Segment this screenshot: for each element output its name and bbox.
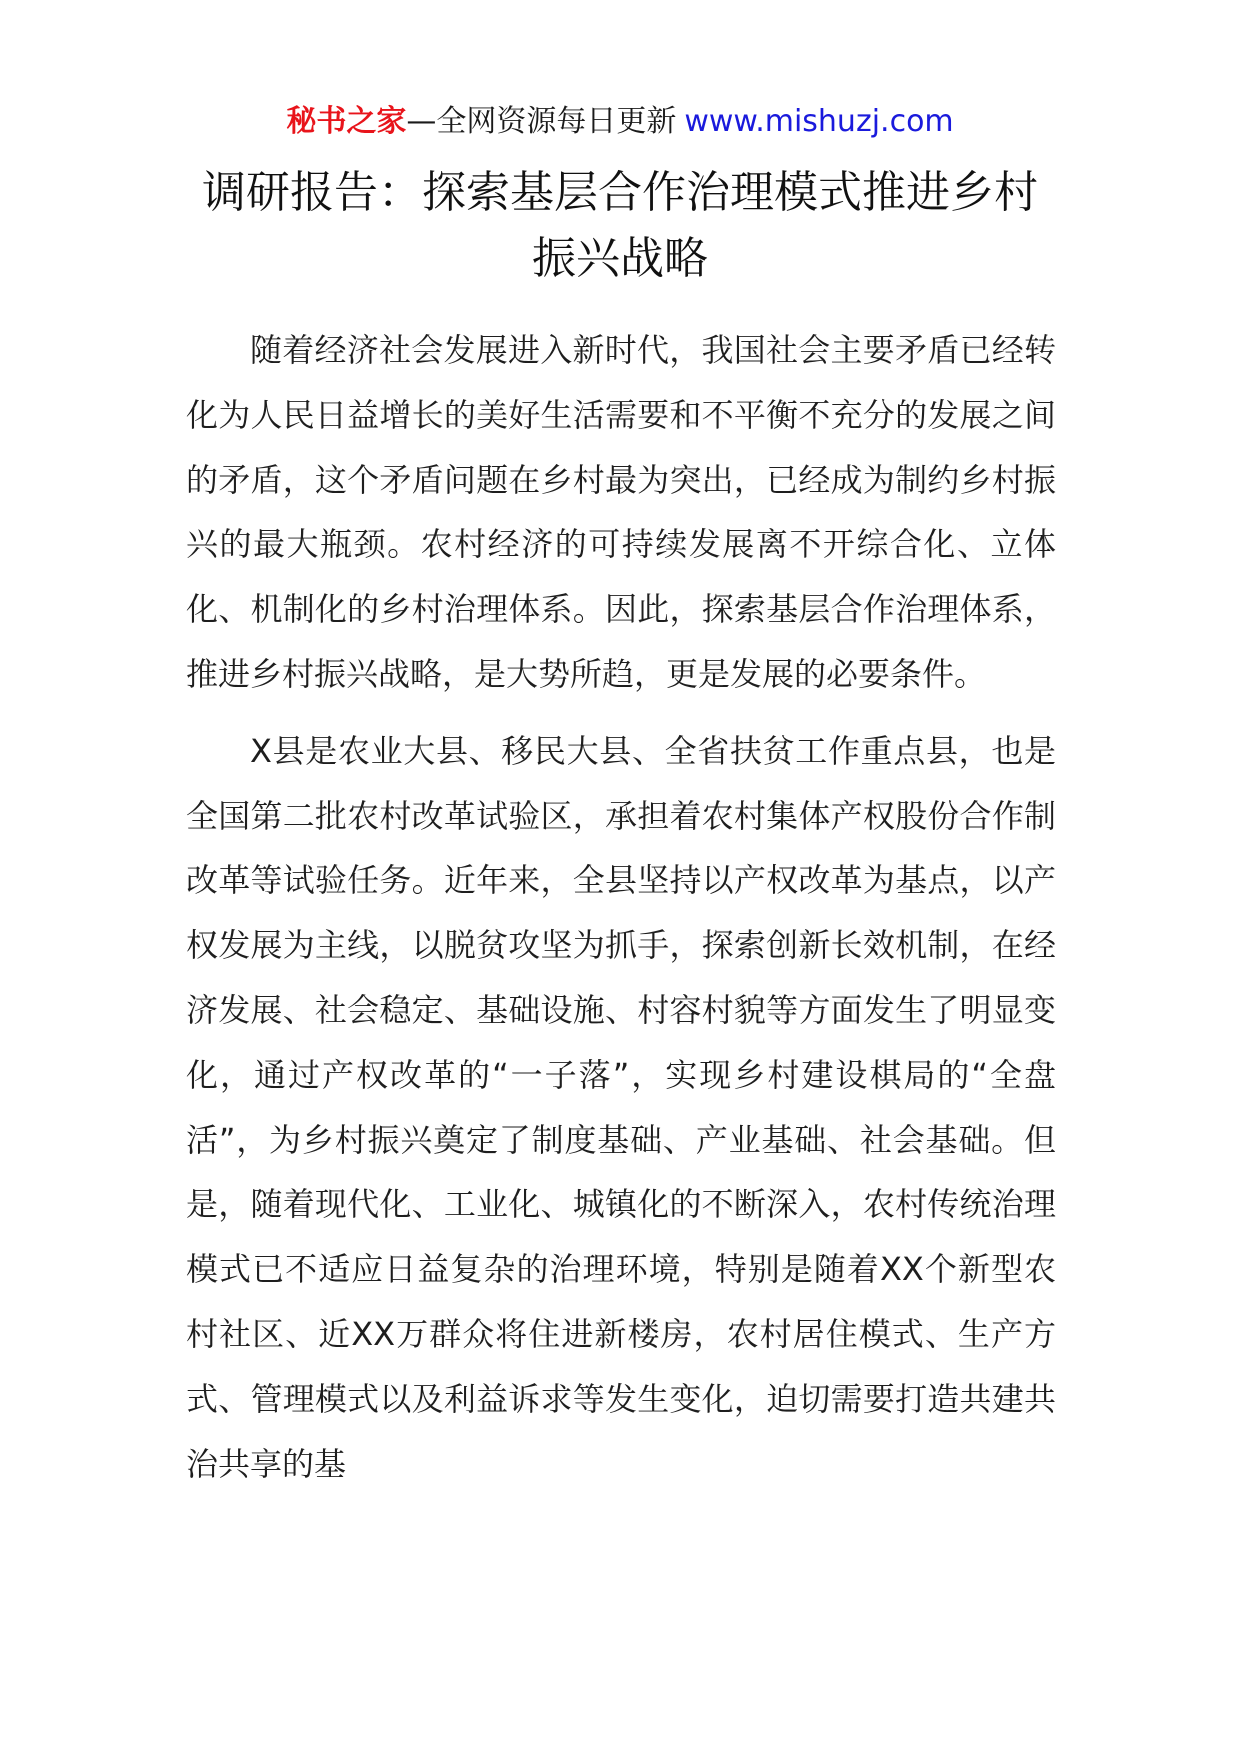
brand-name: 秘书之家 (286, 104, 407, 139)
header-slogan: —全网资源每日更新 (406, 104, 677, 139)
site-url-link[interactable]: www.mishuzj.com (684, 104, 954, 139)
body-paragraph: 随着经济社会发展进入新时代，我国社会主要矛盾已经转化为人民日益增长的美好生活需要和不平衡不充分的发展之间的矛盾，这个矛盾问题在乡村最为突出，已经成为制约乡村振兴的最大瓶颈。农村经济的可持续发展离不开综合化、立体化、机制化的乡村治理体系。因此，探索基层合作治理体系，推进乡村振兴战略，是大势所趋，更是发展的必要条件。 (186, 331, 1056, 693)
document-title: 调研报告：探索基层合作治理模式推进乡村振兴战略 (202, 167, 1038, 284)
site-header (0, 100, 1240, 144)
body-paragraph: X县是农业大县、移民大县、全省扶贫工作重点县，也是全国第二批农村改革试验区，承担着农村集体产权股份合作制改革等试验任务。近年来，全县坚持以产权改革为基点，以产权发展为主线，以脱贫攻坚为抓手，探索创新长效机制，在经济发展、社会稳定、基础设施、村容村貌等方面发生了明显变化，通过产权改革的“一子落”，实现乡村建设棋局的“全盘活”，为乡村振兴奠定了制度基础、产业基础、社会基础。但是，随着现代化、工业化、城镇化的不断深入，农村传统治理模式已不适应日益复杂的治理环境，特别是随着XX个新型农村社区、近XX万群众将住进新楼房，农村居住模式、生产方式、管理模式以及利益诉求等发生变化，迫切需要打造共建共治共享的基 (186, 731, 1056, 1483)
document-body (186, 318, 1056, 1496)
